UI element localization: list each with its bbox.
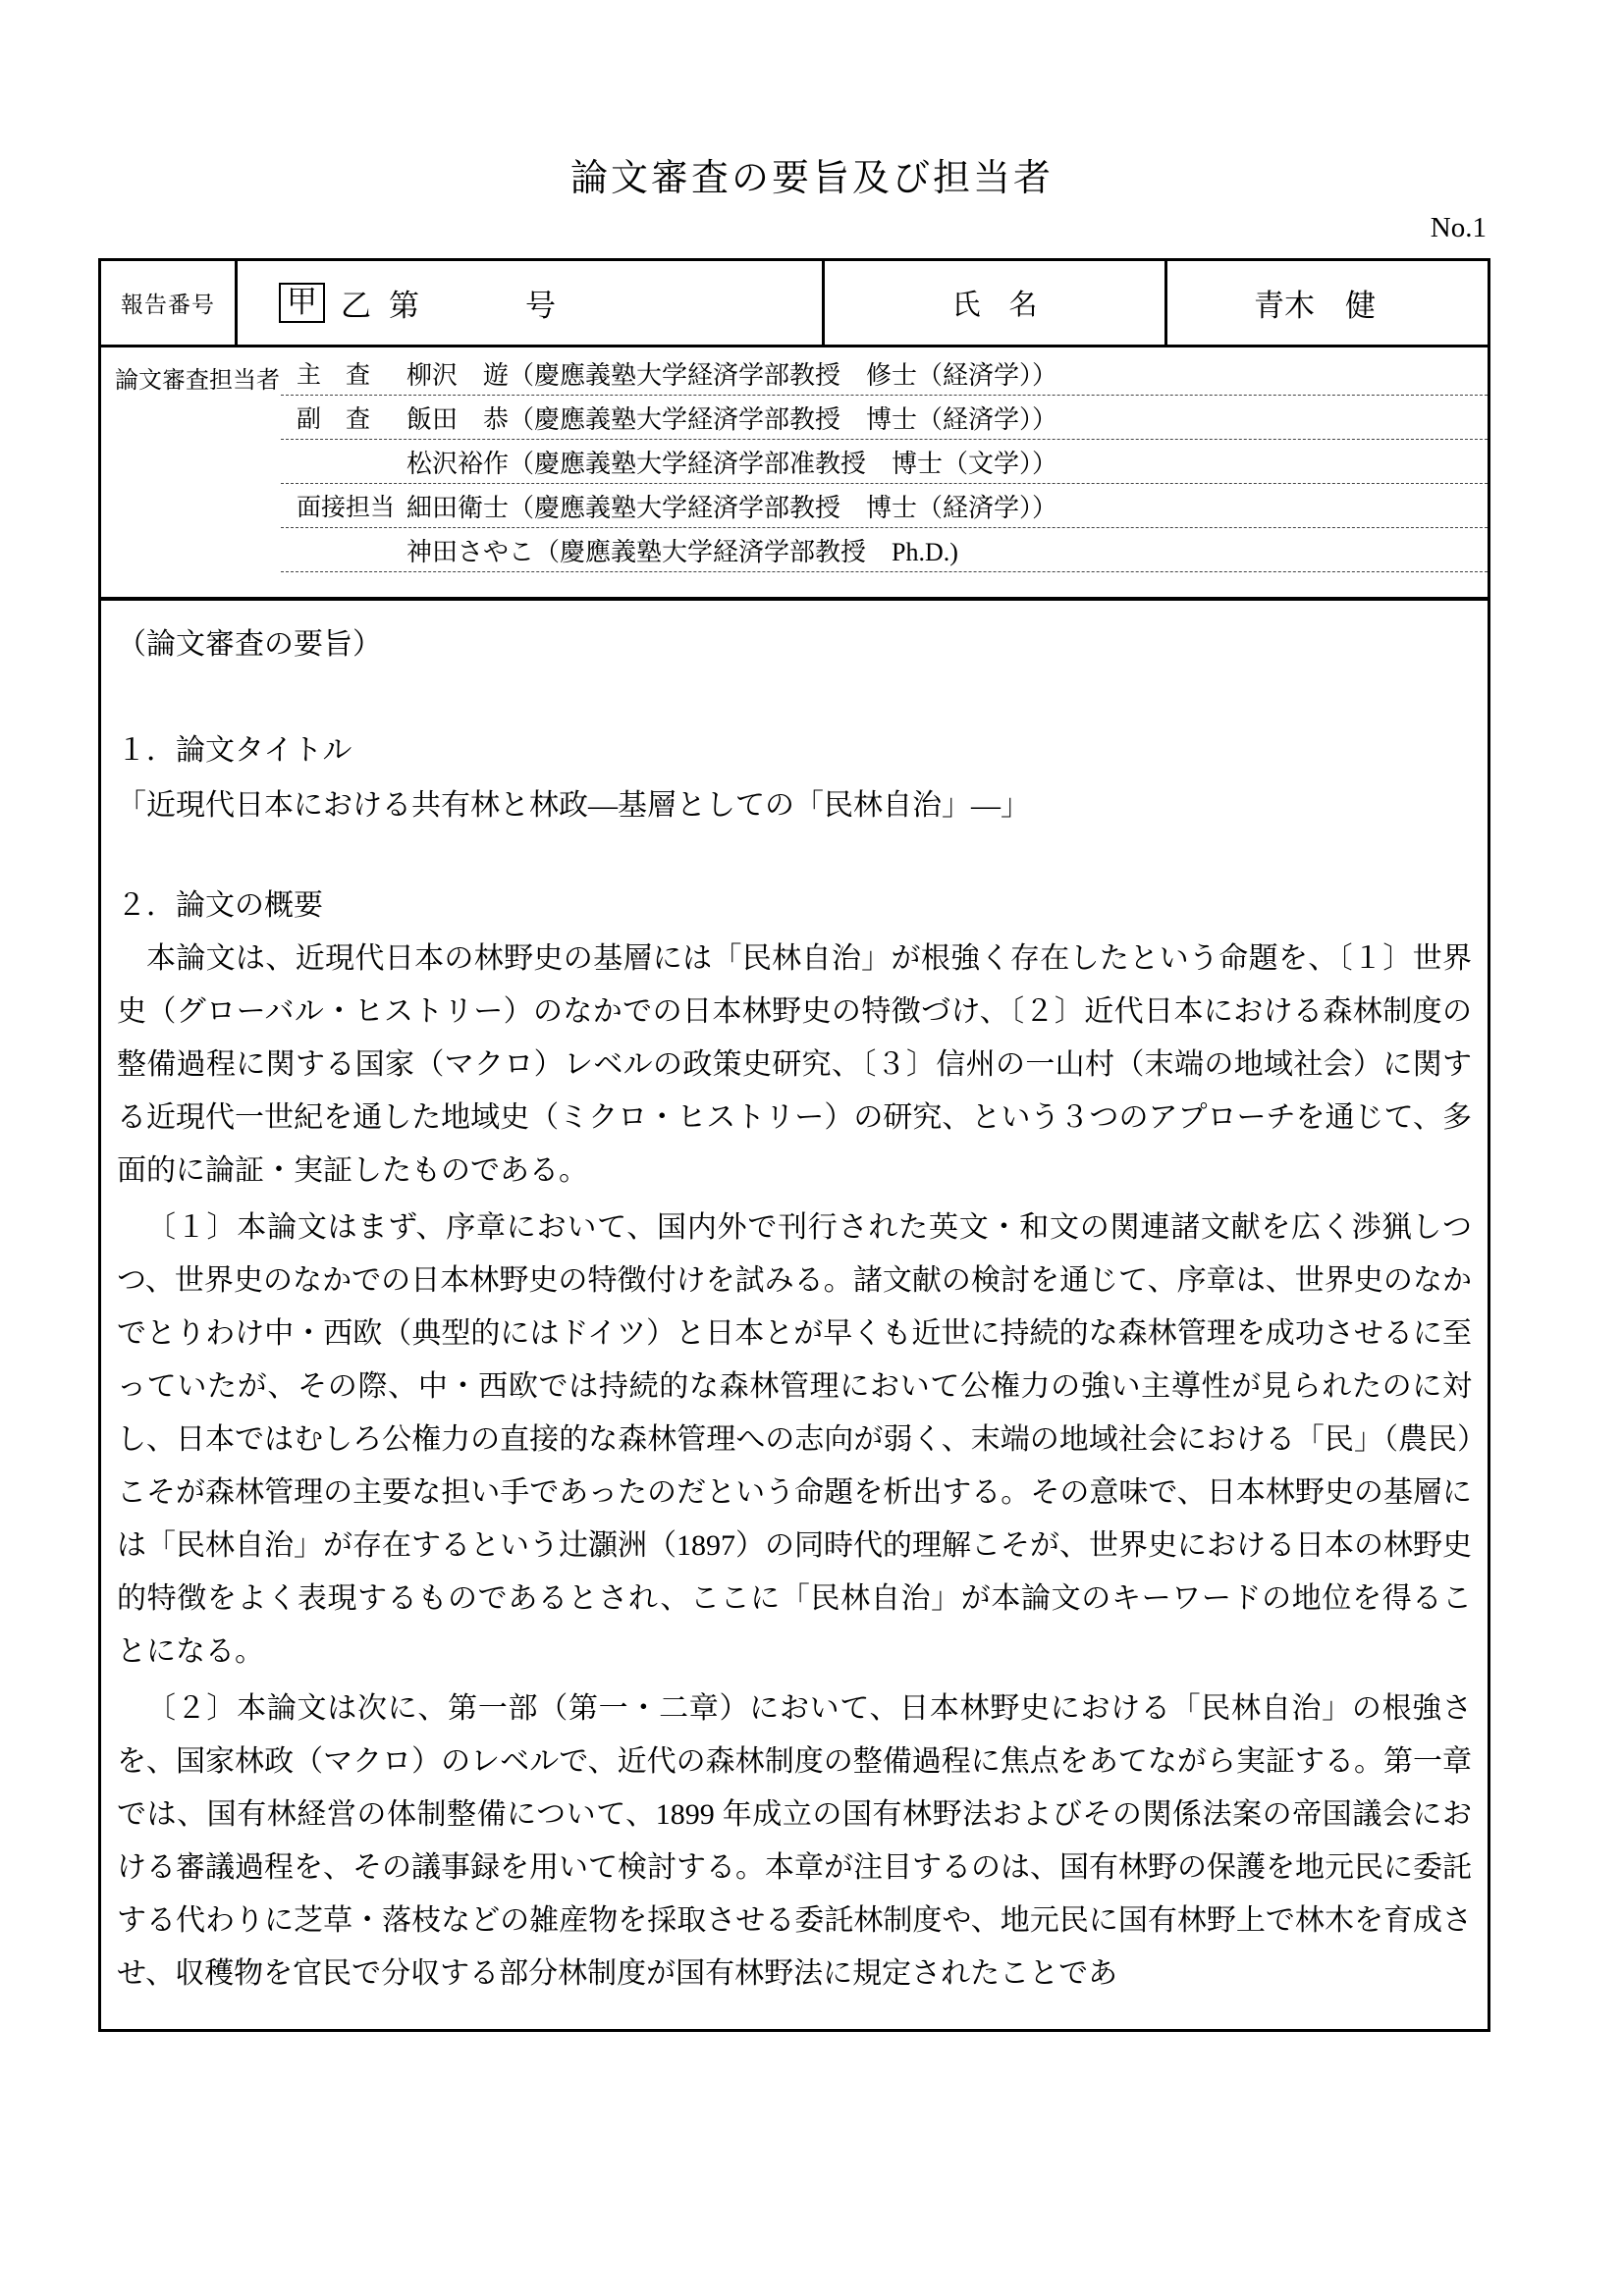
page-number: No.1: [1430, 212, 1487, 243]
kou-selected-mark: 甲: [279, 283, 325, 322]
examiner-name: 松沢裕作（慶應義塾大学経済学部准教授 博士（文学））: [406, 449, 1058, 478]
examiner-row: [281, 528, 1488, 572]
name-value: 青木 健: [1254, 289, 1376, 323]
examiner-role: 主 査: [297, 362, 371, 389]
examiners-list: [281, 347, 1488, 597]
examiner-name: 飯田 恭（慶應義塾大学経済学部教授 博士（経済学））: [406, 404, 1058, 434]
thesis-title: 「近現代日本における共有林と林政―基層としての「民林自治」―」: [117, 789, 1030, 822]
examiner-row: [281, 351, 1488, 396]
report-header-row: [101, 261, 1488, 347]
page-title: 論文審査の要旨及び担当者: [569, 158, 1054, 199]
section2-heading: ２．論文の概要: [117, 889, 323, 922]
section1-heading: １．論文タイトル: [117, 734, 352, 767]
report-table: [98, 258, 1490, 2032]
examiners-label: 論文審査担当者: [115, 368, 280, 394]
dai-label: 第: [389, 289, 419, 323]
examiner-name: 柳沢 遊（慶應義塾大学経済学部教授 修士（経済学））: [406, 360, 1058, 390]
examiner-row: [281, 484, 1488, 528]
examiner-role: 副 査: [297, 406, 371, 433]
gou-label: 号: [525, 289, 556, 323]
report-number-label: 報告番号: [101, 261, 238, 345]
examiner-name: 細田衛士（慶應義塾大学経済学部教授 博士（経済学））: [406, 493, 1058, 522]
review-paragraph: 〔２〕本論文は次に、第一部（第一・二章）において、日本林野史における「民林自治」の根強さを、国家林政（マクロ）のレベルで、近代の森林制度の整備過程に焦点をあてながら実証する。第一章では、国有林経営の体制整備について、1899 年成立の国有林野法およびその関係法案の帝国議会における審議過程を、その議事録を用いて検討する。本章が注目するのは、国有林野の保護を地元民に委託する代わりに芝草・落枝などの雑産物を採取させる委託林制度や、地元民に国有林野上で林木を育成させ、収穫物を官民で分収する部分林制度が国有林野法に規定されたことであ: [117, 1692, 1472, 1990]
examiners-section: [101, 347, 1488, 601]
name-label: 氏 名: [825, 261, 1167, 345]
otsu-mark: 乙: [341, 289, 371, 323]
examiner-role: 面接担当: [297, 495, 396, 521]
review-paragraph: 本論文は、近現代日本の林野史の基層には「民林自治」が根強く存在したという命題を、〔１〕世界史（グローバル・ヒストリー）のなかでの日本林野史の特徴づけ、〔２〕近代日本における森林制度の整備過程に関する国家（マクロ）レベルの政策史研究、〔３〕信州の一山村（末端の地域社会）に関する近現代一世紀を通した地域史（ミクロ・ヒストリー）の研究、という３つのアプローチを通じて、多面的に論証・実証したものである。: [117, 942, 1472, 1187]
examiner-row: [281, 440, 1488, 484]
review-heading: （論文審査の要旨）: [117, 628, 382, 661]
examiner-name: 神田さやこ（慶應義塾大学経済学部教授 Ph.D.): [406, 537, 958, 566]
review-body: [101, 601, 1488, 2029]
review-paragraph: 〔１〕本論文はまず、序章において、国内外で刊行された英文・和文の関連諸文献を広く渉猟しつつ、世界史のなかでの日本林野史の特徴付けを試みる。諸文献の検討を通じて、序章は、世界史のなかでとりわけ中・西欧（典型的にはドイツ）と日本とが早くも近世に持続的な森林管理を成功させるに至っていたが、その際、中・西欧では持続的な森林管理において公権力の強い主導性が見られたのに対し、日本ではむしろ公権力の直接的な森林管理への志向が弱く、末端の地域社会における「民」（農民）こそが森林管理の主要な担い手であったのだという命題を析出する。その意味で、日本林野史の基層には「民林自治」が存在するという辻灝洲（1897）の同時代的理解こそが、世界史における日本の林野史的特徴をよく表現するものであるとされ、ここに「民林自治」が本論文のキーワードの地位を得ることになる。: [117, 1211, 1472, 1668]
examiner-row: [281, 396, 1488, 440]
report-number-cell: [238, 261, 825, 345]
